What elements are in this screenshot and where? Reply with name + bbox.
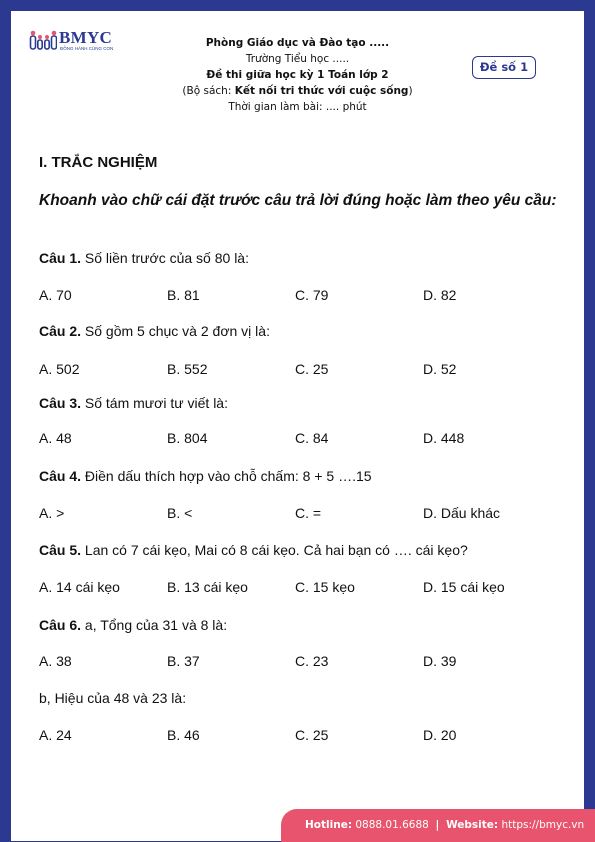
question-label: Câu 3. [39, 395, 82, 411]
question-3 [39, 395, 228, 411]
option-d[interactable]: D. 15 cái kẹo [423, 579, 505, 595]
question-1 [39, 250, 249, 266]
options-6b [39, 727, 559, 747]
options-1 [39, 287, 559, 307]
question-label: Câu 6. [39, 617, 82, 633]
contact-footer [281, 809, 595, 842]
footer-separator: | [435, 819, 440, 831]
section-title: I. TRẮC NGHIỆM [39, 154, 158, 171]
option-c[interactable]: C. 23 [295, 653, 329, 669]
question-label: Câu 4. [39, 468, 82, 484]
exam-number-badge: Đề số 1 [472, 56, 536, 79]
option-a[interactable]: A. 502 [39, 361, 80, 377]
option-b[interactable]: B. 81 [167, 287, 200, 303]
option-c[interactable]: C. 15 kẹo [295, 579, 355, 595]
option-d[interactable]: D. 82 [423, 287, 457, 303]
question-5 [39, 542, 468, 558]
option-c[interactable]: C. 25 [295, 727, 329, 743]
logo-text: BMYC [59, 28, 113, 47]
question-text: Số tám mươi tư viết là: [81, 395, 228, 411]
option-c[interactable]: C. 79 [295, 287, 329, 303]
question-text: Điền dấu thích hợp vào chỗ chấm: 8 + 5 ….15 [81, 468, 372, 484]
question-text: b, Hiệu của 48 và 23 là: [39, 690, 187, 706]
question-text: Số liền trước của số 80 là: [81, 250, 249, 266]
options-4 [39, 505, 559, 525]
exam-page [11, 11, 584, 841]
option-c[interactable]: C. 25 [295, 361, 329, 377]
instruction: Khoanh vào chữ cái đặt trước câu trả lời đúng hoặc làm theo yêu cầu: [39, 192, 557, 209]
hotline-number[interactable]: 0888.01.6688 [355, 819, 429, 831]
question-6a [39, 617, 227, 633]
option-a[interactable]: A. 24 [39, 727, 72, 743]
header-time: Thời gian làm bài: .... phút [228, 101, 367, 113]
header-department: Phòng Giáo dục và Đào tạo ..... [205, 37, 390, 49]
option-d[interactable]: D. 20 [423, 727, 457, 743]
header-book-suffix: ) [408, 85, 413, 97]
option-d[interactable]: D. 52 [423, 361, 457, 377]
options-5 [39, 579, 559, 599]
option-c[interactable]: C. = [295, 505, 322, 521]
website-label: Website: [446, 819, 499, 831]
header-book-name: Kết nối tri thức với cuộc sống [234, 85, 409, 97]
option-b[interactable]: B. 804 [167, 430, 208, 446]
header-exam-title: Đề thi giữa học kỳ 1 Toán lớp 2 [206, 69, 389, 81]
question-label: Câu 5. [39, 542, 82, 558]
option-b[interactable]: B. < [167, 505, 193, 521]
option-b[interactable]: B. 13 cái kẹo [167, 579, 248, 595]
header-book-prefix: (Bộ sách: [182, 85, 235, 97]
question-label: Câu 2. [39, 323, 82, 339]
option-d[interactable]: D. 448 [423, 430, 465, 446]
option-b[interactable]: B. 46 [167, 727, 200, 743]
options-6a [39, 653, 559, 673]
question-label: Câu 1. [39, 250, 82, 266]
question-text: Lan có 7 cái kẹo, Mai có 8 cái kẹo. Cả hai bạn có …. cái kẹo? [81, 542, 468, 558]
option-c[interactable]: C. 84 [295, 430, 329, 446]
hotline-label: Hotline: [305, 819, 353, 831]
question-text: Số gồm 5 chục và 2 đơn vị là: [81, 323, 270, 339]
option-d[interactable]: D. Dấu khác [423, 505, 501, 521]
question-6b [39, 690, 186, 706]
option-a[interactable]: A. > [39, 505, 65, 521]
option-b[interactable]: B. 552 [167, 361, 208, 377]
header-school: Trường Tiểu học ..... [245, 53, 350, 65]
option-a[interactable]: A. 14 cái kẹo [39, 579, 120, 595]
option-a[interactable]: A. 38 [39, 653, 72, 669]
options-2 [39, 361, 559, 381]
question-4 [39, 468, 372, 484]
option-d[interactable]: D. 39 [423, 653, 457, 669]
header-book [11, 83, 584, 99]
logo-slogan: ĐỒNG HÀNH CÙNG CON [60, 46, 114, 51]
option-b[interactable]: B. 37 [167, 653, 200, 669]
website-link[interactable]: https://bmyc.vn [501, 819, 585, 831]
option-a[interactable]: A. 70 [39, 287, 72, 303]
question-2 [39, 323, 270, 339]
question-text: a, Tổng của 31 và 8 là: [81, 617, 228, 633]
options-3 [39, 430, 559, 450]
option-a[interactable]: A. 48 [39, 430, 72, 446]
